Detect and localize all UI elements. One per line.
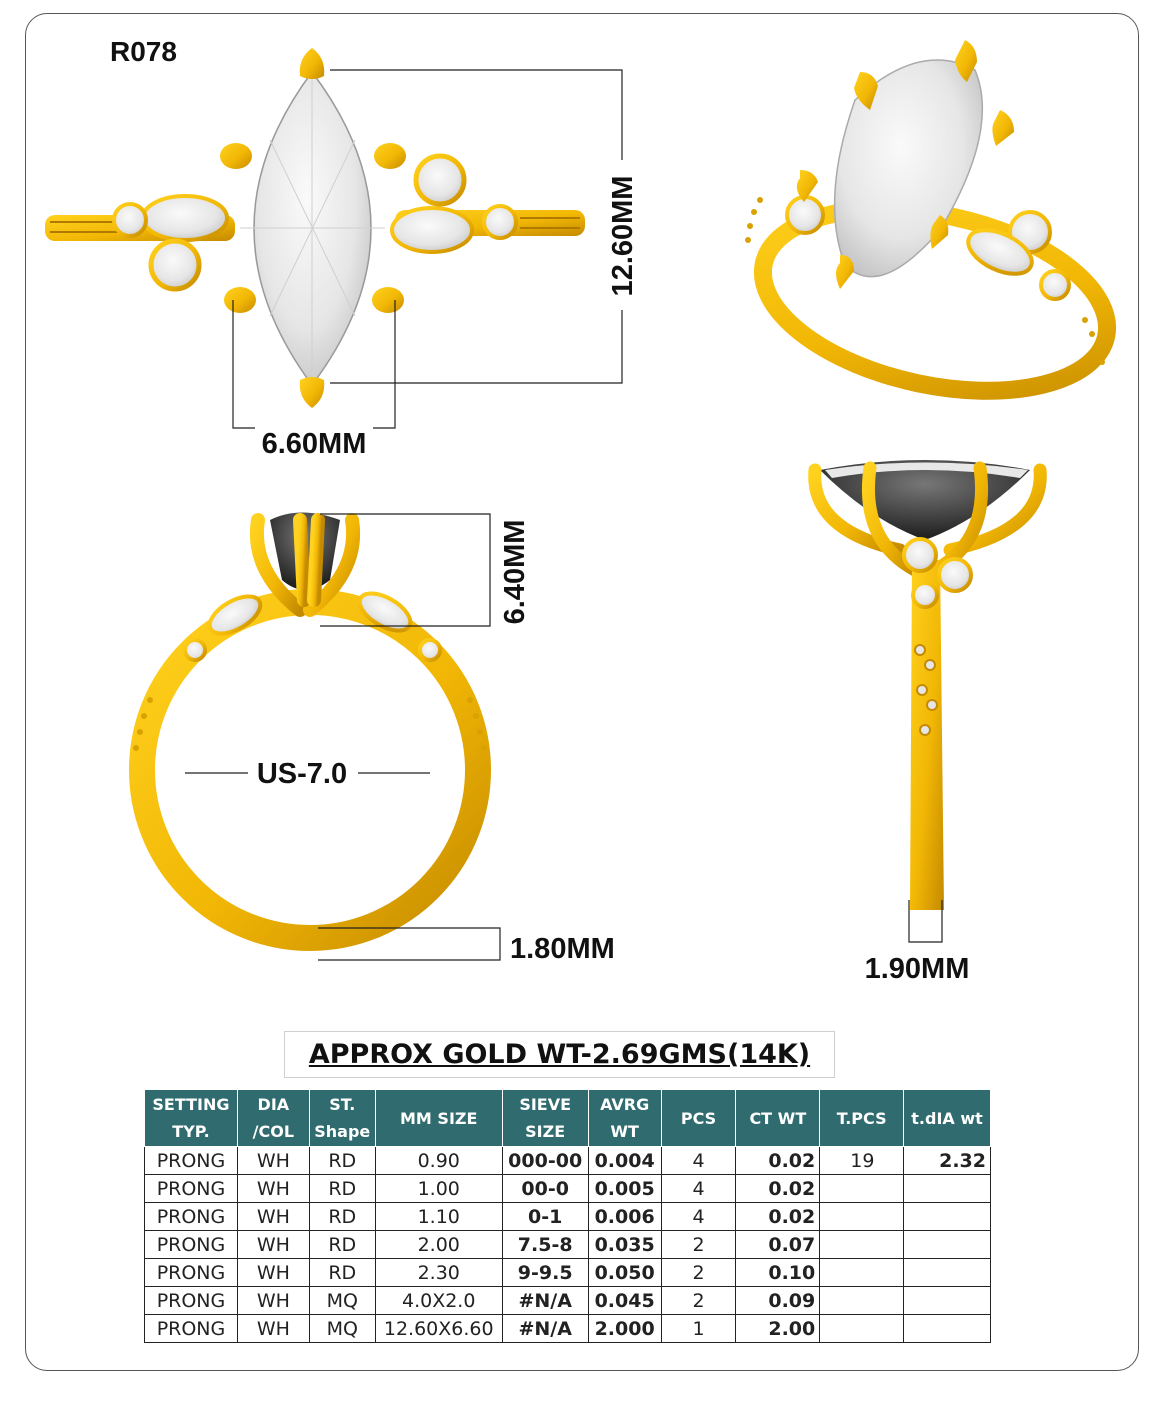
- table-row: [145, 1315, 991, 1343]
- cell-stone-shape: RD: [309, 1175, 375, 1203]
- side-round-left-small: [114, 204, 146, 236]
- perspective-view: [745, 40, 1124, 420]
- cell-avg-weight: 0.035: [588, 1231, 661, 1259]
- side-round-left: [151, 241, 199, 289]
- cell-dia-color: WH: [237, 1315, 309, 1343]
- cell-dia-color: WH: [237, 1147, 309, 1175]
- cell-total-pieces: [820, 1287, 904, 1315]
- header-sieve: SIEVE SIZE: [502, 1090, 588, 1147]
- cell-carat-weight: 0.10: [736, 1259, 820, 1287]
- cell-total-pieces: [820, 1175, 904, 1203]
- table-row: [145, 1175, 991, 1203]
- cell-dia-color: WH: [237, 1259, 309, 1287]
- table-row: [145, 1231, 991, 1259]
- header-total-dia-wt: t.dIA wt: [904, 1090, 991, 1147]
- cell-pieces: 2: [661, 1231, 736, 1259]
- cell-setting: PRONG: [145, 1315, 238, 1343]
- cell-sieve-size: 00-0: [502, 1175, 588, 1203]
- stone-spec-table: [144, 1089, 991, 1343]
- cell-total-dia-weight: [904, 1287, 991, 1315]
- cell-avg-weight: 0.045: [588, 1287, 661, 1315]
- cell-total-dia-weight: [904, 1259, 991, 1287]
- table-row: [145, 1203, 991, 1231]
- band-thickness-label: 1.80MM: [510, 933, 615, 965]
- cell-mm-size: 4.0X2.0: [375, 1287, 502, 1315]
- cell-total-dia-weight: [904, 1315, 991, 1343]
- cell-mm-size: 1.00: [375, 1175, 502, 1203]
- cell-total-dia-weight: 2.32: [904, 1147, 991, 1175]
- cell-mm-size: 12.60X6.60: [375, 1315, 502, 1343]
- cell-sieve-size: #N/A: [502, 1287, 588, 1315]
- table-header-row: [145, 1090, 991, 1147]
- side-round-right: [416, 156, 464, 204]
- cell-mm-size: 2.00: [375, 1231, 502, 1259]
- cell-stone-shape: RD: [309, 1203, 375, 1231]
- side-view: [815, 460, 1041, 985]
- cell-dia-color: WH: [237, 1231, 309, 1259]
- cell-stone-shape: RD: [309, 1147, 375, 1175]
- cell-sieve-size: 0-1: [502, 1203, 588, 1231]
- width-label: 6.60MM: [261, 428, 367, 460]
- cell-setting: PRONG: [145, 1231, 238, 1259]
- side-marquise-left: [143, 196, 227, 240]
- cell-setting: PRONG: [145, 1259, 238, 1287]
- cell-carat-weight: 2.00: [736, 1315, 820, 1343]
- product-code: R078: [110, 36, 177, 67]
- cell-total-dia-weight: [904, 1203, 991, 1231]
- height-label: 6.40MM: [499, 519, 531, 625]
- cell-dia-color: WH: [237, 1287, 309, 1315]
- header-avg-wt: AVRG WT: [588, 1090, 661, 1147]
- top-view: [45, 48, 639, 460]
- gold-weight-title: APPROX GOLD WT-2.69GMS(14K): [308, 1039, 811, 1070]
- cell-carat-weight: 0.02: [736, 1175, 820, 1203]
- header-ct-wt: CT WT: [736, 1090, 820, 1147]
- band-width-label: 1.90MM: [864, 953, 970, 985]
- side-marquise-right: [392, 208, 472, 252]
- cell-total-pieces: [820, 1259, 904, 1287]
- cell-sieve-size: 000-00: [502, 1147, 588, 1175]
- front-view: [133, 510, 615, 965]
- cell-stone-shape: MQ: [309, 1287, 375, 1315]
- header-mm-size: MM SIZE: [375, 1090, 502, 1147]
- cell-setting: PRONG: [145, 1203, 238, 1231]
- cell-stone-shape: MQ: [309, 1315, 375, 1343]
- cell-avg-weight: 2.000: [588, 1315, 661, 1343]
- cell-setting: PRONG: [145, 1287, 238, 1315]
- cell-carat-weight: 0.07: [736, 1231, 820, 1259]
- side-round-right-small: [484, 206, 516, 238]
- gold-weight-title-box: [284, 1031, 835, 1078]
- cell-avg-weight: 0.006: [588, 1203, 661, 1231]
- cell-pieces: 4: [661, 1203, 736, 1231]
- table-row: [145, 1259, 991, 1287]
- header-total-pcs: T.PCS: [820, 1090, 904, 1147]
- cell-mm-size: 2.30: [375, 1259, 502, 1287]
- cell-total-pieces: [820, 1315, 904, 1343]
- cell-total-pieces: [820, 1231, 904, 1259]
- cell-pieces: 2: [661, 1259, 736, 1287]
- cell-pieces: 4: [661, 1147, 736, 1175]
- cell-sieve-size: 9-9.5: [502, 1259, 588, 1287]
- header-dia: DIA /COL: [237, 1090, 309, 1147]
- cell-stone-shape: RD: [309, 1259, 375, 1287]
- header-pcs: PCS: [661, 1090, 736, 1147]
- cell-mm-size: 0.90: [375, 1147, 502, 1175]
- cell-dia-color: WH: [237, 1203, 309, 1231]
- cell-pieces: 1: [661, 1315, 736, 1343]
- header-setting: SETTING TYP.: [145, 1090, 238, 1147]
- cell-pieces: 2: [661, 1287, 736, 1315]
- cell-avg-weight: 0.005: [588, 1175, 661, 1203]
- cell-carat-weight: 0.09: [736, 1287, 820, 1315]
- cell-total-dia-weight: [904, 1231, 991, 1259]
- table-row: [145, 1147, 991, 1175]
- table-row: [145, 1287, 991, 1315]
- cell-setting: PRONG: [145, 1147, 238, 1175]
- cell-avg-weight: 0.050: [588, 1259, 661, 1287]
- cell-dia-color: WH: [237, 1175, 309, 1203]
- length-label: 12.60MM: [607, 175, 639, 297]
- cell-sieve-size: #N/A: [502, 1315, 588, 1343]
- cell-total-dia-weight: [904, 1175, 991, 1203]
- cell-total-pieces: 19: [820, 1147, 904, 1175]
- cell-carat-weight: 0.02: [736, 1147, 820, 1175]
- cell-stone-shape: RD: [309, 1231, 375, 1259]
- cell-avg-weight: 0.004: [588, 1147, 661, 1175]
- ring-size-label: US-7.0: [256, 758, 348, 790]
- cell-total-pieces: [820, 1203, 904, 1231]
- cell-sieve-size: 7.5-8: [502, 1231, 588, 1259]
- header-shape: ST. Shape: [309, 1090, 375, 1147]
- cell-pieces: 4: [661, 1175, 736, 1203]
- cell-carat-weight: 0.02: [736, 1203, 820, 1231]
- cell-setting: PRONG: [145, 1175, 238, 1203]
- cell-mm-size: 1.10: [375, 1203, 502, 1231]
